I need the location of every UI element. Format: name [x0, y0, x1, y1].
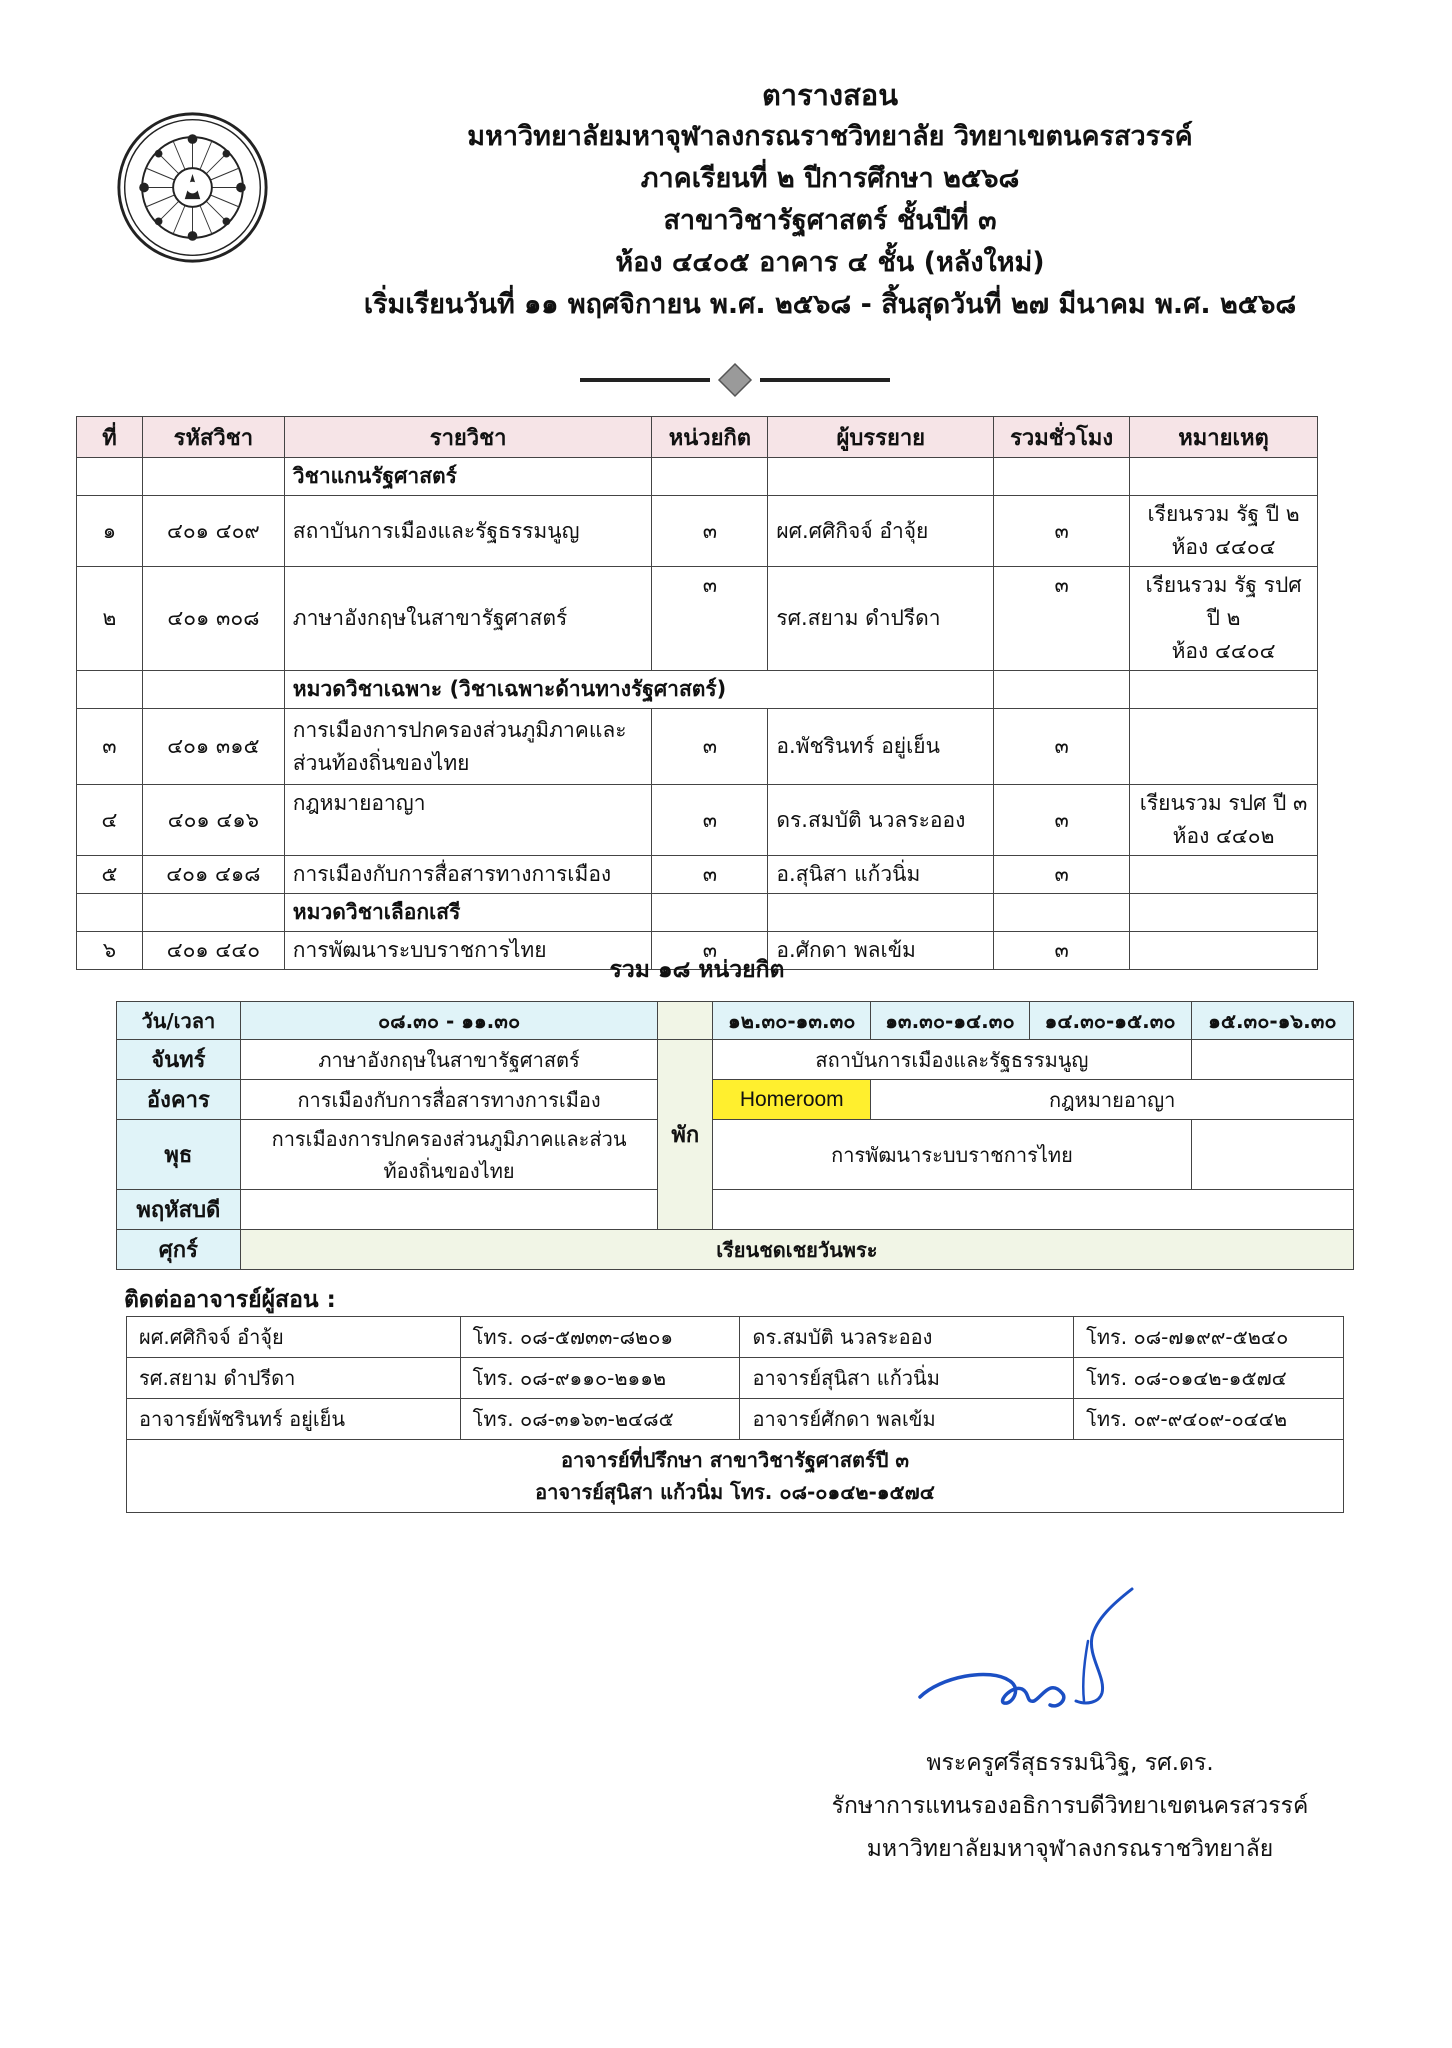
row-lecturer: ดร.สมบัติ นวลระออง [768, 785, 994, 856]
header-slot: ๑๔.๓๐-๑๕.๓๐ [1029, 1002, 1191, 1040]
row-code: ๔๐๑ ๔๑๖ [142, 785, 284, 856]
schedule-row-tuesday [117, 1080, 1354, 1120]
university-seal-logo [115, 110, 270, 265]
cell-line: ท้องถิ่นของไทย [383, 1158, 515, 1183]
table-row [77, 709, 1318, 785]
row-credits: ๓ [652, 856, 768, 894]
section-label: วิชาแกนรัฐศาสตร์ [284, 458, 652, 496]
schedule-cell [240, 1120, 658, 1190]
row-name: สถาบันการเมืองและรัฐธรรมนูญ [284, 496, 652, 567]
ornamental-divider [580, 358, 890, 402]
table-row [77, 785, 1318, 856]
table-row [77, 496, 1318, 567]
signer-organization: มหาวิทยาลัยมหาจุฬาลงกรณราชวิทยาลัย [866, 1836, 1274, 1862]
table-row [127, 1358, 1344, 1399]
header-note: หมายเหตุ [1130, 417, 1318, 458]
table-row [77, 856, 1318, 894]
advisor-line: อาจารย์สุนิสา แก้วนิ่ม โทร. ๐๘-๐๑๔๒-๑๕๗๔ [535, 1480, 935, 1504]
row-no: ๖ [77, 932, 143, 970]
row-name: การเมืองกับการสื่อสารทางการเมือง [284, 856, 652, 894]
row-hours: ๓ [994, 709, 1130, 785]
header-day-time: วัน/เวลา [117, 1002, 241, 1040]
document-title: ตารางสอน [761, 78, 899, 112]
header-credits: หน่วยกิต [652, 417, 768, 458]
program-line: สาขาวิชารัฐศาสตร์ ชั้นปีที่ ๓ [663, 205, 997, 236]
row-hours: ๓ [994, 856, 1130, 894]
schedule-cell: การเมืองกับการสื่อสารทางการเมือง [240, 1080, 658, 1120]
contact-phone: โทร. ๐๘-๐๑๔๒-๑๕๗๔ [1074, 1358, 1344, 1399]
row-credits: ๓ [652, 932, 768, 970]
contact-phone: โทร. ๐๙-๙๔๐๙-๐๔๔๒ [1074, 1399, 1344, 1440]
row-no: ๔ [77, 785, 143, 856]
row-credits: ๓ [652, 496, 768, 567]
row-note [1130, 785, 1318, 856]
header-slot: ๑๓.๓๐-๑๔.๓๐ [871, 1002, 1029, 1040]
schedule-cell: สถาบันการเมืองและรัฐธรรมนูญ [713, 1040, 1192, 1080]
row-name: กฎหมายอาญา [284, 785, 652, 856]
note-line: เรียนรวม รปศ ปี ๓ [1139, 791, 1308, 815]
section-label: หมวดวิชาเฉพาะ (วิชาเฉพาะด้านทางรัฐศาสตร์) [284, 671, 993, 709]
row-code: ๔๐๑ ๓๑๕ [142, 709, 284, 785]
row-no: ๕ [77, 856, 143, 894]
table-row [77, 567, 1318, 671]
advisor-row [127, 1440, 1344, 1513]
day-label: ศุกร์ [117, 1230, 241, 1270]
table-row [127, 1317, 1344, 1358]
note-line: ห้อง ๔๔๐๔ [1171, 535, 1276, 559]
row-hours: ๓ [994, 932, 1130, 970]
note-line: ห้อง ๔๔๐๔ [1171, 639, 1276, 663]
schedule-cell: เรียนชดเชยวันพระ [240, 1230, 1353, 1270]
section-row [77, 671, 1318, 709]
handwritten-signature [900, 1585, 1140, 1735]
signer-name: พระครูศรีสุธรรมนิวิฐ, รศ.ดร. [926, 1750, 1214, 1776]
table-row [127, 1399, 1344, 1440]
row-code: ๔๐๑ ๔๑๘ [142, 856, 284, 894]
semester-line: ภาคเรียนที่ ๒ ปีการศึกษา ๒๕๖๘ [640, 163, 1020, 194]
schedule-cell: กฎหมายอาญา [871, 1080, 1354, 1120]
row-lecturer: อ.พัชรินทร์ อยู่เย็น [768, 709, 994, 785]
contact-name: ผศ.ศศิกิจจ์ อำจุ้ย [127, 1317, 461, 1358]
header-no: ที่ [77, 417, 143, 458]
section-label: หมวดวิชาเลือกเสรี [284, 894, 652, 932]
row-lecturer: รศ.สยาม ดำปรีดา [768, 567, 994, 671]
advisor-line: อาจารย์ที่ปรึกษา สาขาวิชารัฐศาสตร์ปี ๓ [560, 1448, 910, 1472]
section-row [77, 894, 1318, 932]
name-line: ส่วนท้องถิ่นของไทย [292, 750, 470, 775]
contact-phone: โทร. ๐๘-๓๑๖๓-๒๔๘๕ [460, 1399, 740, 1440]
course-table-header [77, 417, 1318, 458]
row-credits: ๓ [652, 709, 768, 785]
contact-phone: โทร. ๐๘-๕๗๓๓-๘๒๐๑ [460, 1317, 740, 1358]
header-slot-morning: ๐๘.๓๐ - ๑๑.๓๐ [240, 1002, 658, 1040]
header-lecturer: ผู้บรรยาย [768, 417, 994, 458]
header-slot: ๑๕.๓๐-๑๖.๓๐ [1191, 1002, 1353, 1040]
weekly-schedule-table [116, 1001, 1354, 1270]
schedule-header [117, 1002, 1354, 1040]
schedule-cell: การพัฒนาระบบราชการไทย [713, 1120, 1192, 1190]
day-label: จันทร์ [117, 1040, 241, 1080]
row-name: การพัฒนาระบบราชการไทย [284, 932, 652, 970]
row-code: ๔๐๑ ๔๔๐ [142, 932, 284, 970]
contacts-table [126, 1316, 1344, 1513]
row-no: ๒ [77, 567, 143, 671]
credits-total: รวม ๑๘ หน่วยกิต [609, 957, 785, 983]
schedule-row-friday [117, 1230, 1354, 1270]
header-name: รายวิชา [284, 417, 652, 458]
signer-position: รักษาการแทนรองอธิการบดีวิทยาเขตนครสวรรค์ [831, 1793, 1309, 1819]
date-range-line: เริ่มเรียนวันที่ ๑๑ พฤศจิกายน พ.ศ. ๒๕๖๘ - สิ้นสุดวันที่ ๒๗ มีนาคม พ.ศ. ๒๕๖๘ [363, 289, 1297, 320]
cell-line: การเมืองการปกครองส่วนภูมิภาคและส่วน [271, 1126, 627, 1151]
schedule-cell: ภาษาอังกฤษในสาขารัฐศาสตร์ [240, 1040, 658, 1080]
course-table [76, 416, 1318, 970]
row-credits: ๓ [652, 785, 768, 856]
section-row [77, 458, 1318, 496]
row-no: ๑ [77, 496, 143, 567]
contact-phone: โทร. ๐๘-๗๑๙๙-๕๒๔๐ [1074, 1317, 1344, 1358]
university-name: มหาวิทยาลัยมหาจุฬาลงกรณราชวิทยาลัย วิทยาเขตนครสวรรค์ [467, 121, 1193, 152]
row-note [1130, 496, 1318, 567]
note-line: เรียนรวม รัฐ ปี ๒ [1147, 502, 1300, 526]
row-lecturer: ผศ.ศศิกิจจ์ อำจุ้ย [768, 496, 994, 567]
note-line: ห้อง ๔๔๐๒ [1172, 824, 1275, 848]
header-hours: รวมชั่วโมง [994, 417, 1130, 458]
break-cell: พัก [658, 1040, 713, 1230]
row-lecturer: อ.สุนิสา แก้วนิ่ม [768, 856, 994, 894]
row-lecturer: อ.ศักดา พลเข้ม [768, 932, 994, 970]
header-code: รหัสวิชา [142, 417, 284, 458]
day-label: อังคาร [117, 1080, 241, 1120]
row-code: ๔๐๑ ๓๐๘ [142, 567, 284, 671]
row-credits: ๓ [652, 567, 768, 671]
row-no: ๓ [77, 709, 143, 785]
row-hours: ๓ [994, 567, 1130, 671]
room-line: ห้อง ๔๔๐๕ อาคาร ๔ ชั้น (หลังใหม่) [615, 247, 1045, 278]
contact-name: อาจารย์ศักดา พลเข้ม [740, 1399, 1074, 1440]
row-note [1130, 567, 1318, 671]
row-hours: ๓ [994, 496, 1130, 567]
row-code: ๔๐๑ ๔๐๙ [142, 496, 284, 567]
contact-name: อาจารย์พัชรินทร์ อยู่เย็น [127, 1399, 461, 1440]
schedule-row-monday [117, 1040, 1354, 1080]
schedule-row-wednesday [117, 1120, 1354, 1190]
contact-name: ดร.สมบัติ นวลระออง [740, 1317, 1074, 1358]
name-line: การเมืองการปกครองส่วนภูมิภาคและ [292, 717, 627, 742]
header-slot: ๑๒.๓๐-๑๓.๓๐ [713, 1002, 871, 1040]
note-line: เรียนรวม รัฐ รปศ ปี ๒ [1145, 573, 1302, 630]
contact-phone: โทร. ๐๘-๙๑๑๐-๒๑๑๒ [460, 1358, 740, 1399]
day-label: พฤหัสบดี [117, 1190, 241, 1230]
contact-name: รศ.สยาม ดำปรีดา [127, 1358, 461, 1399]
row-name: ภาษาอังกฤษในสาขารัฐศาสตร์ [284, 567, 652, 671]
row-name [284, 709, 652, 785]
contacts-title: ติดต่ออาจารย์ผู้สอน : [124, 1287, 336, 1313]
day-label: พุธ [117, 1120, 241, 1190]
row-hours: ๓ [994, 785, 1130, 856]
schedule-row-thursday [117, 1190, 1354, 1230]
advisor-cell [127, 1440, 1344, 1513]
document-header [300, 74, 1360, 326]
homeroom-cell: Homeroom [713, 1080, 871, 1120]
contact-name: อาจารย์สุนิสา แก้วนิ่ม [740, 1358, 1074, 1399]
signer-block [760, 1742, 1380, 1871]
